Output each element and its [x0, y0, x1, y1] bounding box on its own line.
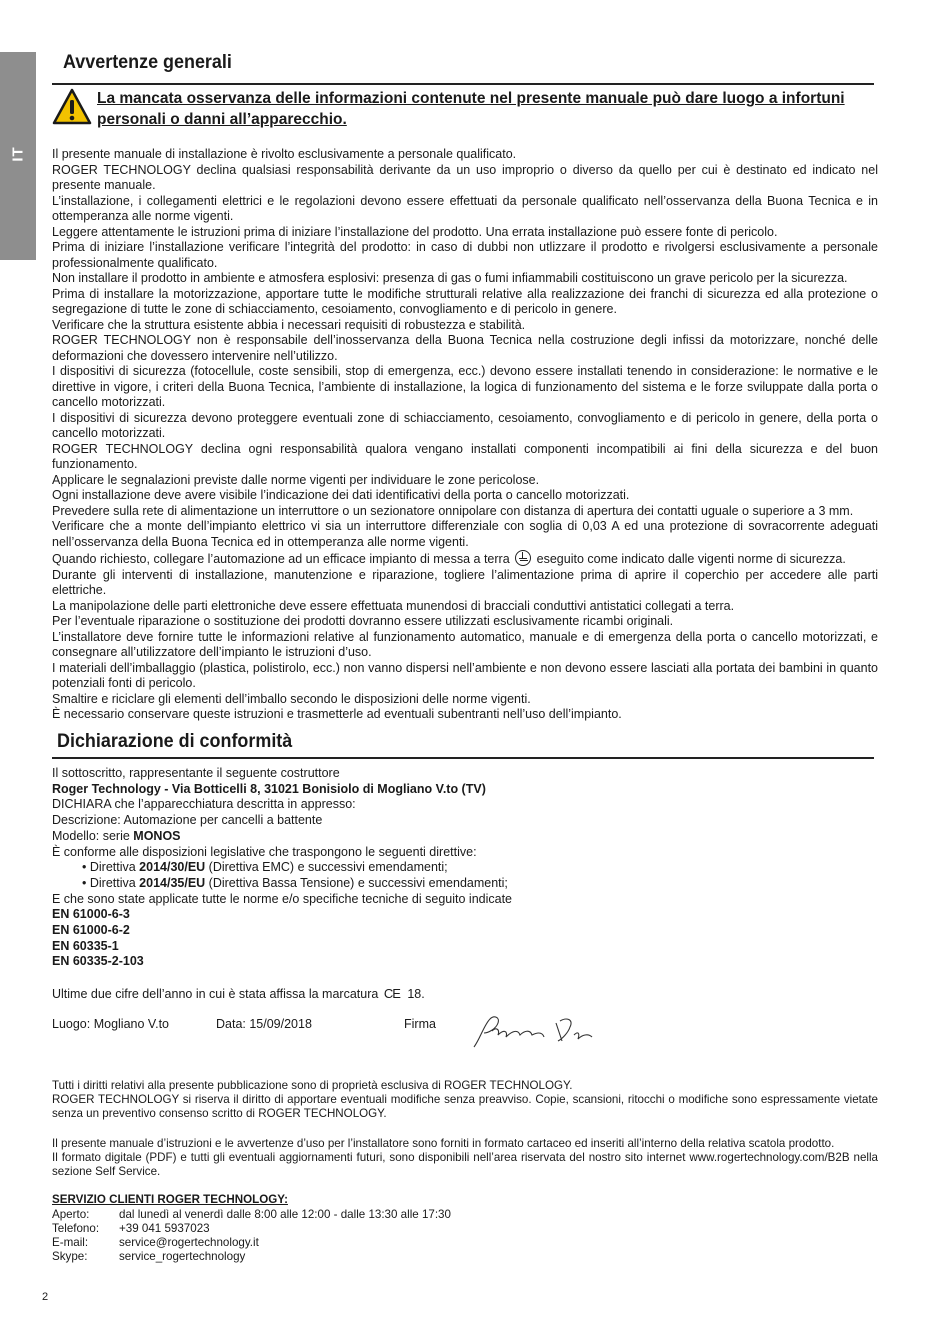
ground-text-before: Quando richiesto, collegare l’automazione ad un efficace impianto di messa a terra — [52, 552, 510, 566]
ground-symbol-icon — [515, 550, 531, 566]
language-tab — [0, 52, 36, 260]
section-rule — [52, 757, 874, 759]
ce-year: 18. — [407, 987, 425, 1002]
body-paragraph: Verificare che a monte dell’impianto elettrico vi sia un interruttore differenziale con soglia di 0,03 A ed una protezione di sovracorrente adeguati nell’osservanza della Buona Tecnica ed in ottemperanza alle norme vigenti. — [52, 519, 878, 549]
body-paragraph: Prima di installare la motorizzazione, apportare tutte le modifiche strutturali relative alla realizzazione dei franchi di sicurezza ed alla protezione o segregazione di tutte le zone di schiacciamento, cesoiamento, convogliamento e di pericolo in genere. — [52, 286, 878, 316]
section-rule — [52, 83, 874, 85]
date: Data: 15/09/2018 — [216, 1017, 312, 1031]
language-tab-label: IT — [9, 146, 27, 162]
body-paragraph: Smaltire e riciclare gli elementi dell’imballo secondo le disposizioni delle norme vigenti. — [52, 691, 531, 706]
body-paragraph: I dispositivi di sicurezza (fotocellule, coste sensibili, stop di emergenza, ecc.) devono essere installati tenendo in considerazione: le normative e le direttive in vigore, i criteri della Buona Tecnica, l’ambiente di installazione, la logica di funzionamento del sistema e le forze sviluppate dalla porta o cancello motorizzati. — [52, 364, 878, 409]
body-paragraph: Applicare le segnalazioni previste dalle norme vigenti per individuare le zone pericolose. — [52, 472, 540, 487]
standard-item: EN 61000-6-2 — [52, 923, 130, 938]
body-paragraph: Durante gli interventi di installazione, manutenzione e riparazione, togliere l’alimentazione prima di aprire il coperchio per accedere alle parti elettriche. — [52, 567, 878, 597]
directive-item: • Direttiva 2014/35/EU (Direttiva Bassa Tensione) e successivi emendamenti; — [82, 875, 508, 890]
ground-text-after: eseguito come indicato dalle vigenti norme di sicurezza. — [536, 552, 846, 566]
format-line: Il presente manuale d’istruzioni e le avvertenze d’uso per l’installatore sono forniti in formato cartaceo ed inseriti all’interno della relativa scatola prodotto. — [52, 1137, 835, 1150]
body-paragraph: Per l’eventuale riparazione o sostituzione dei prodotti dovranno essere utilizzati esclusivamente ricambi originali. — [52, 614, 674, 628]
general-warnings-body — [52, 147, 878, 723]
body-paragraph: Prevedere sulla rete di alimentazione un interruttore o un sezionatore onnipolare con distanza di apertura dei contatti uguale o superiore a 3 mm. — [52, 503, 854, 518]
format-notice — [52, 1137, 878, 1179]
body-paragraph: È necessario conservare queste istruzioni e trasmetterle ad eventuali subentranti nell’uso dell’impianto. — [52, 707, 622, 721]
ce-mark-icon: CE — [383, 986, 400, 1002]
warning-text: La mancata osservanza delle informazioni contenute nel presente manuale può dare luogo a infortuni personali o danni all’apparecchio. — [97, 90, 845, 128]
model-name: MONOS — [133, 828, 181, 843]
signature-label: Firma — [404, 1017, 436, 1031]
body-paragraph: Il presente manuale di installazione è rivolto esclusivamente a personale qualificato. — [52, 147, 517, 161]
warning-box — [52, 87, 882, 133]
rights-line: Tutti i diritti relativi alla presente pubblicazione sono di proprietà esclusiva di ROGER TECHNOLOGY. — [52, 1079, 573, 1092]
declaration-intro: Il sottoscritto, rappresentante il seguente costruttore — [52, 766, 340, 780]
handwritten-signature — [470, 1011, 620, 1053]
service-row: Aperto: dal lunedì al venerdì dalle 8:00 alle 12:00 - dalle 13:30 alle 17:30 — [52, 1208, 451, 1221]
declares-line: DICHIARA che l’apparecchiatura descritta in appresso: — [52, 797, 356, 812]
body-paragraph: L’installatore deve fornire tutte le informazioni relative al funzionamento automatico, manuale e di emergenza della porta o cancello motorizzati, e consegnare all’utilizzatore dell’impianto le istruzioni d’uso. — [52, 629, 878, 659]
section-title-general-warnings: Avvertenze generali — [63, 51, 232, 73]
ground-paragraph — [52, 550, 878, 568]
body-paragraph: ROGER TECHNOLOGY declina qualsiasi responsabilità derivante da un uso improprio o diverso da quello per cui è destinato ed indicato nel presente manuale. — [52, 162, 878, 192]
body-paragraph: ROGER TECHNOLOGY declina ogni responsabilità qualora vengano installati componenti incompatibili ai fini della sicurezza e del buon funzionamento. — [52, 441, 878, 471]
manufacturer: Roger Technology - Via Botticelli 8, 31021 Bonisiolo di Mogliano V.to (TV) — [52, 781, 486, 796]
body-paragraph: Ogni installazione deve avere visibile l’indicazione dei dati identificativi della porta o cancello motorizzati. — [52, 488, 630, 502]
body-paragraph: ROGER TECHNOLOGY non è responsabile dell’inosservanza della Buona Tecnica nella costruzione degli infissi da motorizzare, nonché delle deformazioni che dovessero intervenire nell’utilizzo. — [52, 333, 878, 363]
standard-item: EN 60335-1 — [52, 938, 119, 953]
page-number: 2 — [42, 1291, 49, 1303]
service-row: Skype: service_rogertechnology — [52, 1250, 246, 1263]
conformity-declaration — [52, 766, 878, 1003]
service-email-link[interactable]: service@rogertechnology.it — [119, 1236, 259, 1249]
signature-row — [52, 1017, 878, 1057]
warning-triangle-icon — [52, 88, 92, 126]
body-paragraph: Non installare il prodotto in ambiente e atmosfera esplosivi: presenza di gas o fumi infiammabili costituiscono un grave pericolo per la sicurezza. — [52, 271, 848, 285]
ce-text: Ultime due cifre dell’anno in cui è stata affissa la marcatura — [52, 987, 379, 1002]
body-paragraph: Verificare che la struttura esistente abbia i necessari requisiti di robustezza e stabilità. — [52, 317, 526, 332]
body-paragraph: La manipolazione delle parti elettroniche deve essere effettuata munendosi di bracciali conduttivi antistatici collegati a terra. — [52, 598, 735, 613]
ce-marking-line — [52, 986, 878, 1003]
model-prefix: Modello: serie — [52, 828, 134, 843]
service-title: SERVIZIO CLIENTI ROGER TECHNOLOGY: — [52, 1193, 288, 1206]
body-paragraph: I materiali dell’imballaggio (plastica, polistirolo, ecc.) non vanno dispersi nell’ambiente e non devono essere lasciati alla portata dei bambini in quanto potenziali fonti di pericolo. — [52, 660, 878, 690]
rights-notice — [52, 1079, 878, 1121]
rights-line: ROGER TECHNOLOGY si riserva il diritto di apportare eventuali modifiche senza preavviso. Copie, scansioni, ritocchi o modifiche sono espressamente vietate senza un preventivo consenso scritto di ROGER TECHNOLOGY. — [52, 1093, 878, 1120]
place: Luogo: Mogliano V.to — [52, 1017, 169, 1031]
standards-intro: E che sono state applicate tutte le norme e/o specifiche tecniche di seguito indicate — [52, 891, 513, 906]
compliance-line: È conforme alle disposizioni legislative che traspongono le seguenti direttive: — [52, 844, 477, 859]
customer-service — [52, 1193, 451, 1264]
standard-item: EN 60335-2-103 — [52, 954, 144, 969]
service-row: Telefono: +39 041 5937023 — [52, 1222, 210, 1235]
body-paragraph: Leggere attentamente le istruzioni prima di iniziare l’installazione del prodotto. Una errata installazione può essere fonte di pericolo. — [52, 224, 778, 239]
service-row: E-mail: service@rogertechnology.it — [52, 1236, 259, 1249]
section-title-conformity: Dichiarazione di conformità — [57, 730, 293, 752]
body-paragraph: I dispositivi di sicurezza devono proteggere eventuali zone di schiacciamento, cesoiamento, convogliamento e di pericolo in genere, della porta o cancello motorizzati. — [52, 410, 878, 440]
body-paragraph: Prima di iniziare l’installazione verificare l’integrità del prodotto: in caso di dubbi non utlizzare il prodotto e rivolgersi esclusivamente a personale professionalmente qualificato. — [52, 240, 878, 270]
standard-item: EN 61000-6-3 — [52, 907, 130, 922]
model-line — [52, 829, 878, 845]
body-paragraph: L’installazione, i collegamenti elettrici e le regolazioni devono essere effettuati da personale qualificato nell’osservanza della Buona Tecnica e in ottemperanza alle norme vigenti. — [52, 193, 878, 223]
format-line: Il formato digitale (PDF) e tutti gli eventuali aggiornamenti futuri, sono disponibili nell’area riservata del nostro sito internet www.rogertechnology.com/B2B nella sezione Self Service. — [52, 1151, 878, 1178]
directive-item: • Direttiva 2014/30/EU (Direttiva EMC) e successivi emendamenti; — [82, 860, 448, 875]
description-line: Descrizione: Automazione per cancelli a battente — [52, 813, 323, 828]
